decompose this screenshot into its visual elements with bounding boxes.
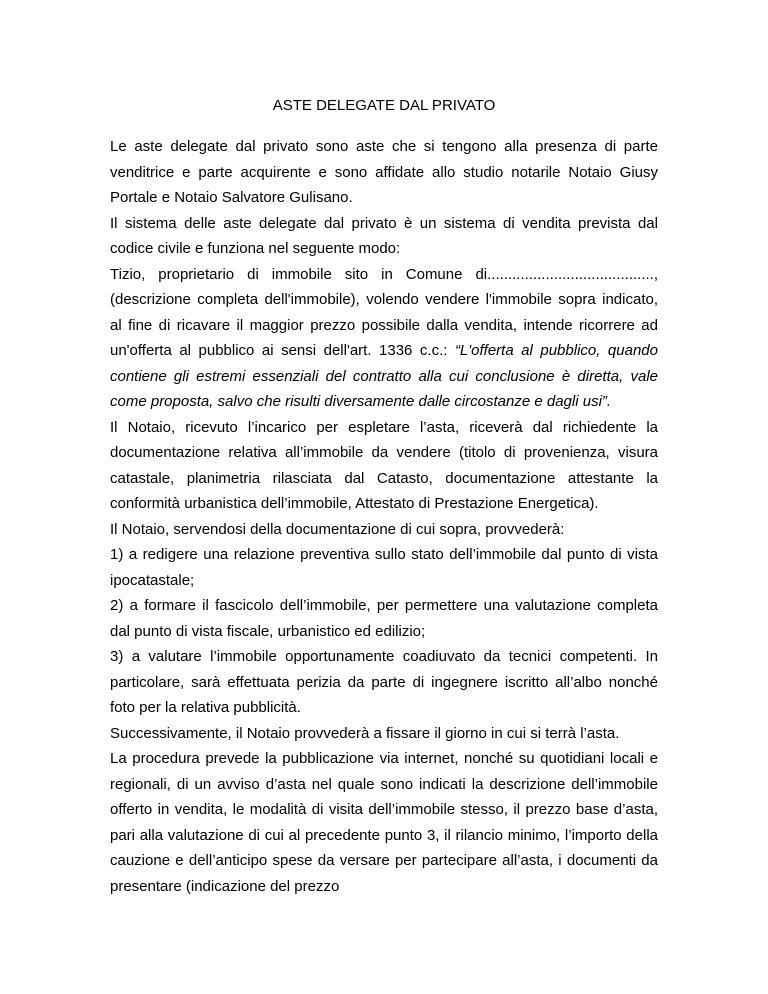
- paragraph-notary-assignment: Il Notaio, ricevuto l’incarico per espletare l’asta, riceverà dal richiedente la documentazione relativa all’immobile da vendere (titolo di provenienza, visura catastale, planimetria rilasciata dal Catasto, documentazione attestante la conformità urbanistica dell’immobile, Attestato di Prestazione Energetica).: [110, 418, 658, 512]
- paragraph-notary-duties: Il Notaio, servendosi della documentazione di cui sopra, provvederà:: [110, 520, 565, 538]
- list-item-2: 2) a formare il fascicolo dell’immobile, per permettere una valutazione completa dal punto di vista fiscale, urbanistico ed edilizio;: [110, 597, 658, 640]
- paragraph-intro: Le aste delegate dal privato sono aste che si tengono alla presenza di parte venditrice e parte acquirente e sono affidate allo studio notarile Notaio Giusy Portale e Notaio Salvatore Gulisano.: [110, 138, 658, 206]
- document-title: ASTE DELEGATE DAL PRIVATO: [272, 97, 496, 114]
- paragraph-example: [110, 262, 658, 415]
- paragraph-system: Il sistema delle aste delegate dal privato è un sistema di vendita prevista dal codice civile e funziona nel seguente modo:: [110, 214, 658, 257]
- paragraph-example-text: Tizio, proprietario di immobile sito in Comune di........................................, (descrizione completa dell'immobile), volendo vendere l'immobile sopra indicato, al fine di ricavare il maggior prezzo possibile dalla vendita, intende ricorrere ad un'offerta al pubblico ai sensi dell'art. 1336 c.c.:: [110, 265, 658, 359]
- list-item-3: 3) a valutare l’immobile opportunamente coadiuvato da tecnici competenti. In particolare, sarà effettuata perizia da parte di ingegnere iscritto all’albo nonché foto per la relativa pubblicità.: [110, 648, 658, 716]
- paragraph-auction-date: Successivamente, il Notaio provvederà a fissare il giorno in cui si terrà l’asta.: [110, 724, 620, 742]
- paragraph-procedure: La procedura prevede la pubblicazione via internet, nonché su quotidiani locali e regionali, di un avviso d’asta nel quale sono indicati la descrizione dell’immobile offerto in vendita, le modalità di visita dell’immobile stesso, il prezzo base d’asta, pari alla valutazione di cui al precedente punto 3, il rilancio minimo, l’importo della cauzione e dell’anticipo spese da versare per partecipare all’asta, i documenti da presentare (indicazione del prezzo: [110, 750, 658, 895]
- legal-quote: “L'offerta al pubblico, quando contiene gli estremi essenziali del contratto alla cui conclusione è diretta, vale come proposta, salvo che risulti diversamente dalle circostanze e dagli usi”.: [110, 342, 658, 410]
- document-body: [110, 134, 658, 899]
- list-item-1: 1) a redigere una relazione preventiva sullo stato dell’immobile dal punto di vista ipocatastale;: [110, 546, 658, 589]
